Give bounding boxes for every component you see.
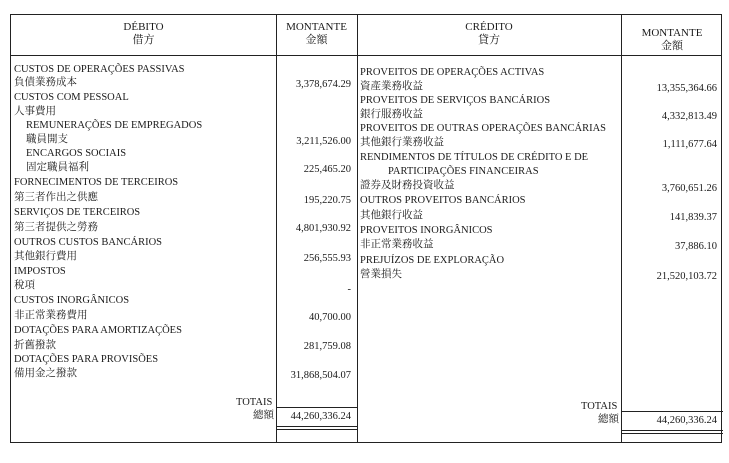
debit-item-amount: 195,220.75: [303, 195, 351, 206]
debit-header-zh: 借方: [132, 34, 155, 46]
debit-item-label: OUTROS CUSTOS BANCÁRIOS: [14, 237, 163, 248]
credit-item-label-zh: 非正常業務收益: [360, 239, 434, 250]
debit-item-label: SERVIÇOS DE TERCEIROS: [14, 207, 141, 218]
double-rule: [277, 426, 357, 427]
debit-item-label: CUSTOS INORGÂNICOS: [14, 295, 130, 306]
debit-item-label-zh: 其他銀行費用: [14, 251, 77, 262]
credit-item-label-zh: 營業損失: [360, 269, 402, 280]
credit-amount-header-zh: 金額: [661, 40, 683, 52]
debit-amount-header-zh: 金額: [305, 34, 328, 46]
credit-item-label: PREJUÍZOS DE EXPLORAÇÃO: [360, 255, 505, 266]
debit-item-label-zh: 非正常業務費用: [14, 310, 88, 321]
credit-item-label: PROVEITOS DE OPERAÇÕES ACTIVAS: [360, 67, 545, 78]
credit-totals-label-zh: 總額: [598, 414, 619, 425]
credit-amount-header-pt: MONTANTE: [641, 27, 703, 39]
credit-total-amount: 44,260,336.24: [656, 415, 717, 426]
credit-item-amount: 141,839.37: [669, 212, 717, 223]
debit-header: [11, 21, 276, 47]
credit-item-label: PROVEITOS DE OUTRAS OPERAÇÕES BANCÁRIAS: [360, 123, 607, 134]
debit-item-label-zh: 稅項: [14, 280, 35, 291]
debit-item-label: FORNECIMENTOS DE TERCEIROS: [14, 177, 179, 188]
total-rule: [277, 407, 357, 408]
credit-item-label: RENDIMENTOS DE TÍTULOS DE CRÉDITO E DE: [360, 152, 589, 163]
credit-item-label-zh: 銀行服務收益: [360, 109, 423, 120]
credit-item-amount: 37,886.10: [675, 241, 717, 252]
debit-item-amount: 256,555.93: [303, 253, 351, 264]
credit-item-label-cont: PARTICIPAÇÕES FINANCEIRAS: [388, 166, 539, 177]
credit-item-amount: 3,760,651.26: [661, 183, 717, 194]
debit-item-amount: 281,759.08: [303, 341, 351, 352]
column-divider: [621, 15, 622, 442]
debit-item-label: REMUNERAÇÕES DE EMPREGADOS: [26, 120, 203, 131]
credit-item-label: OUTROS PROVEITOS BANCÁRIOS: [360, 195, 526, 206]
debit-item-label: DOTAÇÕES PARA PROVISÕES: [14, 354, 159, 365]
debit-item-label-zh: 職員開支: [26, 134, 68, 145]
debit-item-label-zh: 備用金之撥款: [14, 368, 77, 379]
debit-item-label: ENCARGOS SOCIAIS: [26, 148, 127, 159]
debit-item-amount: 3,378,674.29: [295, 79, 351, 90]
credit-item-amount: 4,332,813.49: [661, 111, 717, 122]
debit-item-label: CUSTOS DE OPERAÇÕES PASSIVAS: [14, 64, 185, 75]
debit-amount-header-pt: MONTANTE: [286, 21, 347, 33]
debit-item-label-zh: 折舊撥款: [14, 340, 56, 351]
credit-item-label: PROVEITOS INORGÂNICOS: [360, 225, 493, 236]
total-rule: [622, 411, 723, 412]
debit-total-amount: 44,260,336.24: [290, 411, 351, 422]
debit-item-label-zh: 固定職員福利: [26, 162, 89, 173]
column-divider: [357, 15, 358, 442]
credit-item-amount: 13,355,364.66: [656, 83, 717, 94]
credit-item-label-zh: 資產業務收益: [360, 81, 423, 92]
debit-totals-label-zh: 總額: [253, 410, 274, 421]
debit-item-label: IMPOSTOS: [14, 266, 66, 277]
double-rule: [622, 433, 723, 434]
credit-header-zh: 貸方: [478, 34, 500, 46]
double-rule: [622, 430, 723, 431]
profit-loss-statement: [10, 14, 722, 443]
debit-header-pt: DÉBITO: [123, 21, 164, 33]
credit-item-label-zh: 其他銀行業務收益: [360, 137, 444, 148]
debit-item-amount: 31,868,504.07: [290, 370, 351, 381]
debit-item-amount: 4,801,930.92: [295, 223, 351, 234]
credit-item-amount: 1,111,677.64: [662, 139, 717, 150]
debit-item-amount: -: [347, 284, 351, 295]
credit-item-label-zh: 證券及財務投資收益: [360, 180, 455, 191]
debit-item-label-zh: 負債業務成本: [14, 77, 77, 88]
header-divider: [11, 55, 721, 56]
credit-item-amount: 21,520,103.72: [656, 271, 717, 282]
debit-item-label-zh: 第三者作出之供應: [14, 192, 98, 203]
debit-amount-header: [276, 21, 357, 47]
double-rule: [277, 429, 357, 430]
credit-amount-header: [621, 27, 723, 53]
debit-item-label: CUSTOS COM PESSOAL: [14, 92, 129, 103]
credit-header: [357, 21, 621, 47]
debit-item-label-zh: 人事費用: [14, 106, 56, 117]
debit-item-amount: 225,465.20: [303, 164, 351, 175]
debit-item-amount: 40,700.00: [309, 312, 351, 323]
credit-totals-label: TOTAIS: [581, 401, 618, 412]
debit-totals-label: TOTAIS: [236, 397, 273, 408]
debit-item-label-zh: 第三者提供之勞務: [14, 222, 98, 233]
credit-item-label: PROVEITOS DE SERVIÇOS BANCÁRIOS: [360, 95, 551, 106]
debit-item-label: DOTAÇÕES PARA AMORTIZAÇÕES: [14, 325, 182, 336]
debit-item-amount: 3,211,526.00: [296, 136, 351, 147]
credit-header-pt: CRÉDITO: [465, 21, 513, 33]
credit-item-label-zh: 其他銀行收益: [360, 210, 423, 221]
